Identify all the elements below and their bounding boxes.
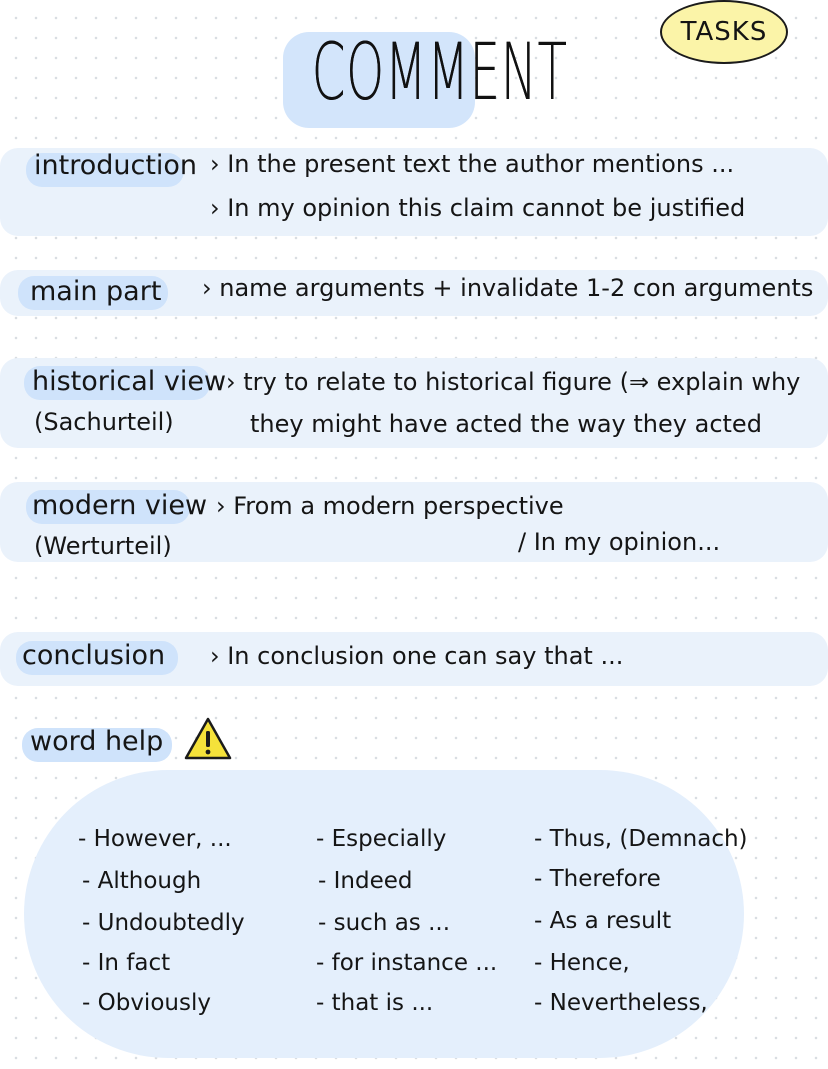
word-item: - Especially [316, 826, 447, 852]
word-item: - Although [82, 868, 202, 894]
word-item: - Nevertheless, [534, 990, 708, 1016]
word-item: - Hence, [534, 950, 630, 976]
section-label-conclusion: conclusion [22, 640, 166, 671]
conclusion-line-1: › In conclusion one can say that ... [210, 642, 624, 670]
modern-view-sublabel: (Werturteil) [34, 532, 172, 560]
modern-view-line-2: / In my opinion... [518, 528, 721, 556]
section-label-historical-view: historical view [32, 366, 227, 397]
word-item: - that is ... [316, 990, 434, 1016]
section-label-main-part: main part [30, 276, 162, 307]
section-label-introduction: introduction [34, 150, 198, 181]
tasks-badge: TASKS [660, 0, 788, 64]
main-part-line-1: › name arguments + invalidate 1-2 con arguments [202, 274, 814, 302]
introduction-line-2: › In my opinion this claim cannot be justified [210, 194, 746, 222]
word-item: - Thus, (Demnach) [534, 826, 748, 852]
word-item: - such as ... [318, 910, 451, 936]
historical-view-line-2: they might have acted the way they acted [250, 410, 762, 438]
section-label-modern-view: modern view [32, 490, 208, 521]
word-item: - As a result [534, 908, 672, 934]
historical-view-line-1: › try to relate to historical figure (⇒ explain why [226, 368, 801, 396]
modern-view-line-1: › From a modern perspective [216, 492, 564, 520]
word-item: - Obviously [82, 990, 211, 1016]
word-item: - However, ... [78, 826, 232, 852]
word-item: - Undoubtedly [82, 910, 245, 936]
word-item: - Therefore [534, 866, 661, 892]
historical-view-sublabel: (Sachurteil) [34, 408, 174, 436]
warning-icon [183, 716, 233, 762]
word-help-label: word help [30, 726, 164, 757]
word-item: - for instance ... [316, 950, 498, 976]
word-item: - In fact [82, 950, 171, 976]
page-title: COMMENT [311, 28, 568, 118]
word-item: - Indeed [318, 868, 413, 894]
introduction-line-1: › In the present text the author mentions ... [210, 150, 735, 178]
